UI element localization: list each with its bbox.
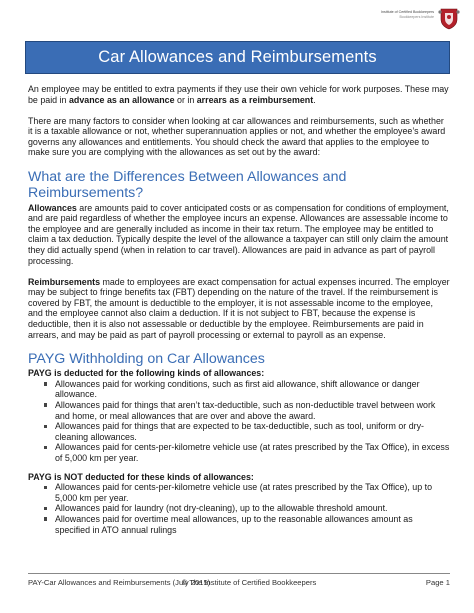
- allowances-text: are amounts paid to cover anticipated costs or as compensation for conditions of employment, and are paid regardless of whether the employee incurs an expense. Allowances are assessable income to the employee and are generally included as income in their tax return. The employee may be entitled to claim a tax deduction. Typically despite the level of the allowance a taxpayer can still only claim the amount they did actually spend (when in relation to car travel). Allowances are paid in advance as part of payroll processing.: [28, 202, 449, 266]
- payg-not-deducted-list: [28, 482, 450, 535]
- logo-line-2: Bookkeepers Institute: [399, 15, 434, 19]
- intro-paragraph-1: [28, 84, 450, 105]
- reimbursements-term: Reimbursements: [28, 276, 101, 287]
- list-item: Allowances paid for cents-per-kilometre vehicle use (at rates prescribed by the Tax Office), in excess of 5,000 km per year.: [28, 442, 450, 463]
- intro-text-mid: or in: [174, 94, 197, 105]
- footer-divider: [28, 573, 450, 574]
- payg-deducted-list: [28, 379, 450, 464]
- payg-not-deducted-title: PAYG is NOT deducted for these kinds of allowances:: [28, 471, 254, 482]
- list-item: Allowances paid for cents-per-kilometre vehicle use (at rates prescribed by the Tax Office), up to 5,000 km per year.: [28, 482, 450, 503]
- list-item: Allowances paid for laundry (not dry-cleaning), up to the allowable threshold amount.: [28, 503, 450, 514]
- list-item: Allowances paid for overtime meal allowances, up to the reasonable allowances amount as specified in ATO annual rulings: [28, 514, 450, 535]
- footer-page-number: Page 1: [425, 578, 450, 587]
- list-item: Allowances paid for working conditions, such as first aid allowance, shift allowance or danger allowance.: [28, 379, 450, 400]
- footer-copyright: © The Institute of Certified Bookkeepers: [181, 578, 317, 587]
- footer-document-title: PAY-Car Allowances and Reimbursements (July 2015): [28, 578, 211, 587]
- intro-paragraph-2: There are many factors to consider when looking at car allowances and reimbursements, such as whether it is a taxable allowance or not, whether superannuation applies or not, and whether the employee’s award governs any allowances and entitlements. You should check the award that applies to the employee to make sure you are complying with the allowances as set out by the award:: [28, 115, 446, 158]
- intro-text-end: .: [313, 94, 316, 105]
- list-item: Allowances paid for things that are expected to be tax-deductible, such as tool, uniform or dry-cleaning allowances.: [28, 421, 450, 442]
- payg-deducted-title: PAYG is deducted for the following kinds of allowances:: [28, 368, 265, 379]
- reimbursements-paragraph: [28, 277, 450, 341]
- allowances-paragraph: [28, 203, 450, 267]
- intro-emphasis-allowance: advance as an allowance: [68, 94, 175, 105]
- section-heading-payg: PAYG Withholding on Car Allowances: [28, 350, 265, 367]
- document-body: [28, 84, 450, 543]
- header-logo: [381, 6, 460, 30]
- list-item: Allowances paid for things that aren’t tax-deductible, such as non-deductible travel between work and home, or meal allowances that are over and above the award.: [28, 400, 450, 421]
- reimbursements-text: made to employees are exact compensation for actual expenses incurred. The employer may be subject to fringe benefits tax (FBT) depending on the nature of the travel. If the reimbursement is covered by FBT, the amount is deductible to the employer, it is not assessable income to the employee, and the employee cannot also claim a deduction. If it is not subject to FBT, because the expense is deductible, then it is also not assessable or deductible by the employee. Reimbursements are paid in arrears, and may be paid as part of payroll processing or external to payroll as an expense.: [28, 276, 450, 340]
- logo-text: [381, 10, 434, 20]
- section-heading-differences: What are the Differences Between Allowances and Reimbursements?: [28, 168, 347, 202]
- allowances-term: Allowances: [28, 202, 77, 213]
- page-title: Car Allowances and Reimbursements: [98, 48, 377, 66]
- intro-emphasis-reimbursement: arrears as a reimbursement: [196, 94, 314, 105]
- crest-icon: [438, 6, 460, 30]
- intro-text: An employee may be entitled to extra payments if they use their own vehicle for work purposes. These may be paid in: [28, 84, 449, 105]
- title-banner: [25, 41, 450, 74]
- logo-line-1: Institute of Certified Bookkeepers: [381, 10, 434, 14]
